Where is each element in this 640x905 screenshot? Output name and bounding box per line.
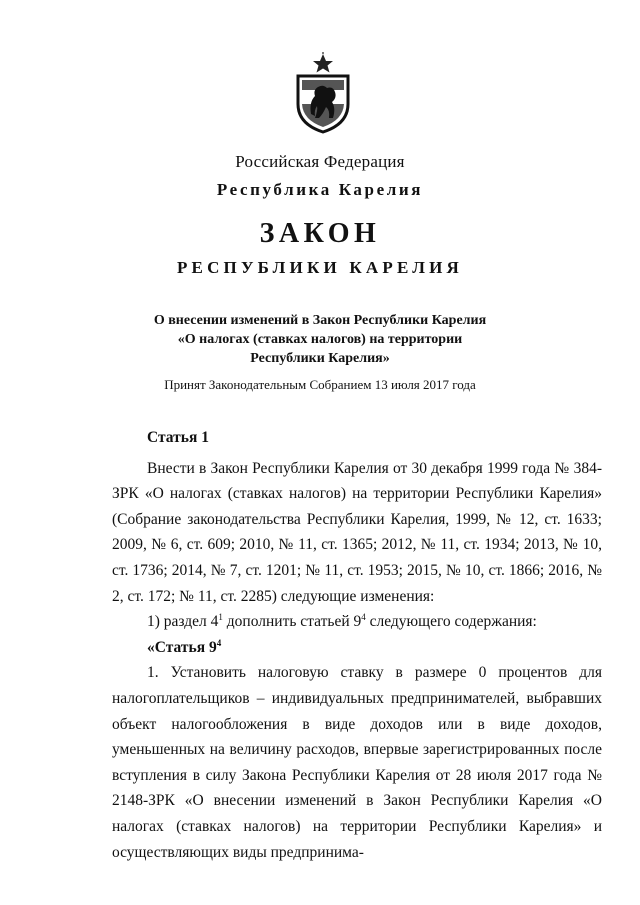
article-1-heading: Статья 1	[147, 429, 209, 446]
law-of-republic: РЕСПУБЛИКИ КАРЕЛИЯ	[176, 258, 464, 277]
item-1-sup-2: 4	[361, 612, 366, 622]
law-title-line-2: «О налогах (ставках налогов) на территории	[177, 332, 463, 347]
new-article-heading	[112, 635, 602, 661]
item-1	[112, 609, 602, 635]
article-1-paragraph: Внести в Закон Республики Карелия от 30 декабря 1999 года № 384-ЗРК «О налогах (ставках налогов) на территории Республики Карелия» (Собрание законодательства Республики Карелия, 1999, № 12, ст. 1633; 2009, № 6, ст. 609; 2010, № 11, ст. 1365; 2012, № 11, ст. 1934; 2013, № 10, ст. 1736; 2014, № 7, ст. 1201; № 11, ст. 1953; 2015, № 10, ст. 1866; 2016, № 2, ст. 172; № 11, ст. 2285) следующие изменения:	[112, 459, 602, 605]
republic-name: Республика Карелия	[216, 180, 424, 199]
law-title-line-1: О внесении изменений в Закон Республики Карелия	[153, 313, 487, 328]
law-title	[150, 311, 490, 368]
item-1-text-b: дополнить статьей 9	[222, 613, 362, 631]
new-article-sup: 4	[216, 637, 222, 648]
country-name: Российская Федерация	[235, 152, 405, 171]
adoption-note: Принят Законодательным Собранием 13 июля 2017 года	[164, 377, 476, 392]
coat-of-arms-emblem	[293, 52, 353, 134]
item-1-sup-1: 1	[218, 612, 223, 622]
new-article-text: «Статья 9	[147, 638, 217, 656]
clause-1: 1. Установить налоговую ставку в размере 0 процентов для налогоплательщиков – индивидуальных предпринимателей, выбравших объект налогообложения в виде доходов или в виде доходов, уменьшенных на величину расходов, впервые зарегистрированных после вступления в силу Закона Республики Карелия от 28 июля 2017 года № 2148-ЗРК «О внесении изменений в Закон Республики Карелия «О налогах (ставках налогов) на территории Республики Карелия» и осуществляющих виды предпринима-	[112, 664, 602, 861]
law-title-line-3: Республики Карелия»	[250, 351, 390, 366]
law-heading: ЗАКОН	[259, 218, 381, 249]
item-1-text-a: 1) раздел 4	[147, 613, 219, 631]
item-1-text-c: следующего содержания:	[365, 613, 537, 631]
document-body	[112, 425, 602, 865]
